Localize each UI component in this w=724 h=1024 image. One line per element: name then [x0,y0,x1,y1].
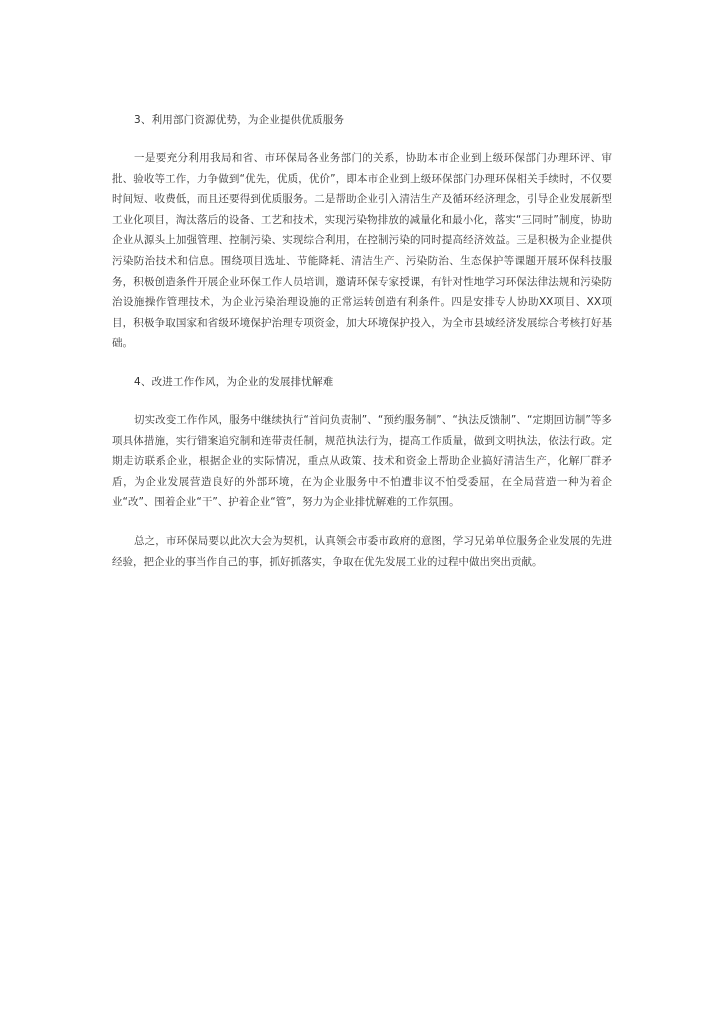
section-3-paragraph: 一是要充分利用我局和省、市环保局各业务部门的关系，协助本市企业到上级环保部门办理环评、审批、验收等工作，力争做到“优先，优质，优价”，即本市企业到上级环保部门办理环保相关手续时，不仅要时间短、收费低，而且还要得到优质服务。二是帮助企业引入清洁生产及循环经济理念，引导企业发展新型工业化项目，淘汰落后的设备、工艺和技术，实现污染物排放的减量化和最小化，落实“三同时”制度，协助企业从源头上加强管理、控制污染、实现综合利用，在控制污染的同时提高经济效益。三是积极为企业提供污染防治技术和信息。围绕项目选址、节能降耗、清洁生产、污染防治、生态保护等课题开展环保科技服务，积极创造条件开展企业环保工作人员培训，邀请环保专家授课，有针对性地学习环保法律法规和污染防治设施操作管理技术，为企业污染治理设施的正常运转创造有利条件。四是安排专人协助XX项目、XX项目，积极争取国家和省级环境保护治理专项资金，加大环境保护投入，为全市县域经济发展综合考核打好基础。 [112,152,612,350]
section-4-paragraph: 切实改变工作作风，服务中继续执行“首问负责制”、“预约服务制”、“执法反馈制”、“定期回访制”等多项具体措施，实行错案追究制和连带责任制，规范执法行为，提高工作质量，做到文明执法，依法行政。定期走访联系企业，根据企业的实际情况，重点从政策、技术和资金上帮助企业搞好清洁生产，化解厂群矛盾，为企业发展营造良好的外部环境，在为企业服务中不怕遭非议不怕受委屈，在全局营造一种为着企业“改”、围着企业“干”、护着企业“管”，努力为企业排忧解难的工作氛围。 [112,413,612,509]
conclusion-paragraph: 总之，市环保局要以此次大会为契机，认真领会市委市政府的意图，学习兄弟单位服务企业发展的先进经验，把企业的事当作自己的事，抓好抓落实，争取在优先发展工业的过程中做出突出贡献。 [112,534,612,568]
section-4-heading: 4、改进工作作风，为企业的发展排忧解难 [134,375,334,388]
document-body [112,110,612,572]
section-3-heading: 3、利用部门资源优势，为企业提供优质服务 [134,114,345,126]
